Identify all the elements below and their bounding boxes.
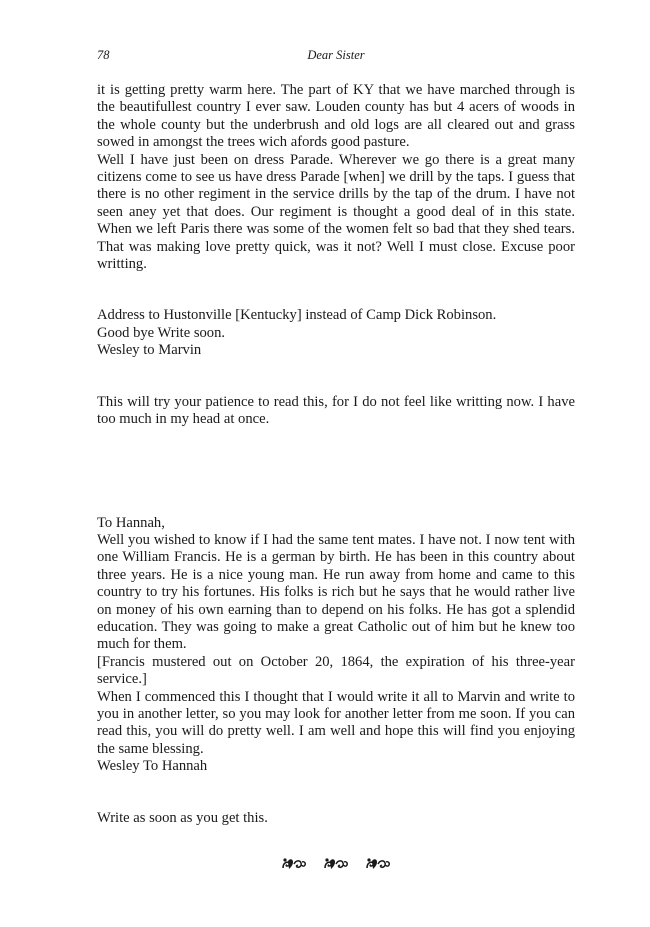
letter2-paragraph-2: When I commenced this I thought that I would write it all to Marvin and write to you in another letter, so you may look for another letter from me soon. If you can read this, you will do pretty well. I am well and hope this will find you enjoying the same blessing. — [97, 688, 575, 757]
postscript-hannah: Write as soon as you get this. — [97, 809, 268, 826]
salutation-hannah: To Hannah, — [97, 514, 165, 531]
fleuron-icon — [365, 857, 391, 871]
signature-marvin: Wesley to Marvin — [97, 342, 202, 359]
closing-line: Good bye Write soon. — [97, 324, 226, 341]
editorial-note: [Francis mustered out on October 20, 1864, the expiration of his three-year service.] — [97, 653, 575, 688]
fleuron-icon — [281, 857, 307, 871]
letter1-paragraph-1: it is getting pretty warm here. The part of KY that we have marched through is the beautifullest country I ever saw. Louden county has but 4 acers of woods in the whole county but the underbrush and old logs are all cleared out and grass sowed in amongst the trees wich afords good pasture. — [97, 82, 575, 151]
section-ornaments — [97, 857, 575, 876]
running-title: Dear Sister — [307, 48, 365, 62]
signature-hannah: Wesley To Hannah — [97, 758, 208, 775]
address-note: Address to Hustonville [Kentucky] instead of Camp Dick Robinson. — [97, 307, 497, 324]
letter2-paragraph-1: Well you wished to know if I had the same tent mates. I have not. I now tent with one William Francis. He is a german by birth. He has been in this country about three years. He is a nice young man. He run away from home and came to this country to try his fortunes. His folks is rich but he says that he would rather live on money of his own earning than to depend on his folks. He has got a splendid education. They was going to make a great Catholic out of him but he knew too much for them. — [97, 531, 575, 653]
letter1-paragraph-2: Well I have just been on dress Parade. Wherever we go there is a great many citizens come to see us have dress Parade [when] we drill by the taps. I guess that there is no other regiment in the service drills by the tap of the drum. I have not seen aney yet that does. Our regiment is thought a good deal of in this state. When we left Paris there was some of the women felt so bad that they shed tears. That was making love pretty quick, was it not? Well I must close. Excuse poor writting. — [97, 151, 575, 273]
running-head — [97, 48, 575, 70]
page — [97, 48, 575, 876]
letter-body — [97, 82, 575, 876]
page-number: 78 — [97, 48, 110, 62]
postscript-marvin: This will try your patience to read this, for I do not feel like writting now. I have too much in my head at once. — [97, 393, 575, 428]
fleuron-icon — [323, 857, 349, 871]
